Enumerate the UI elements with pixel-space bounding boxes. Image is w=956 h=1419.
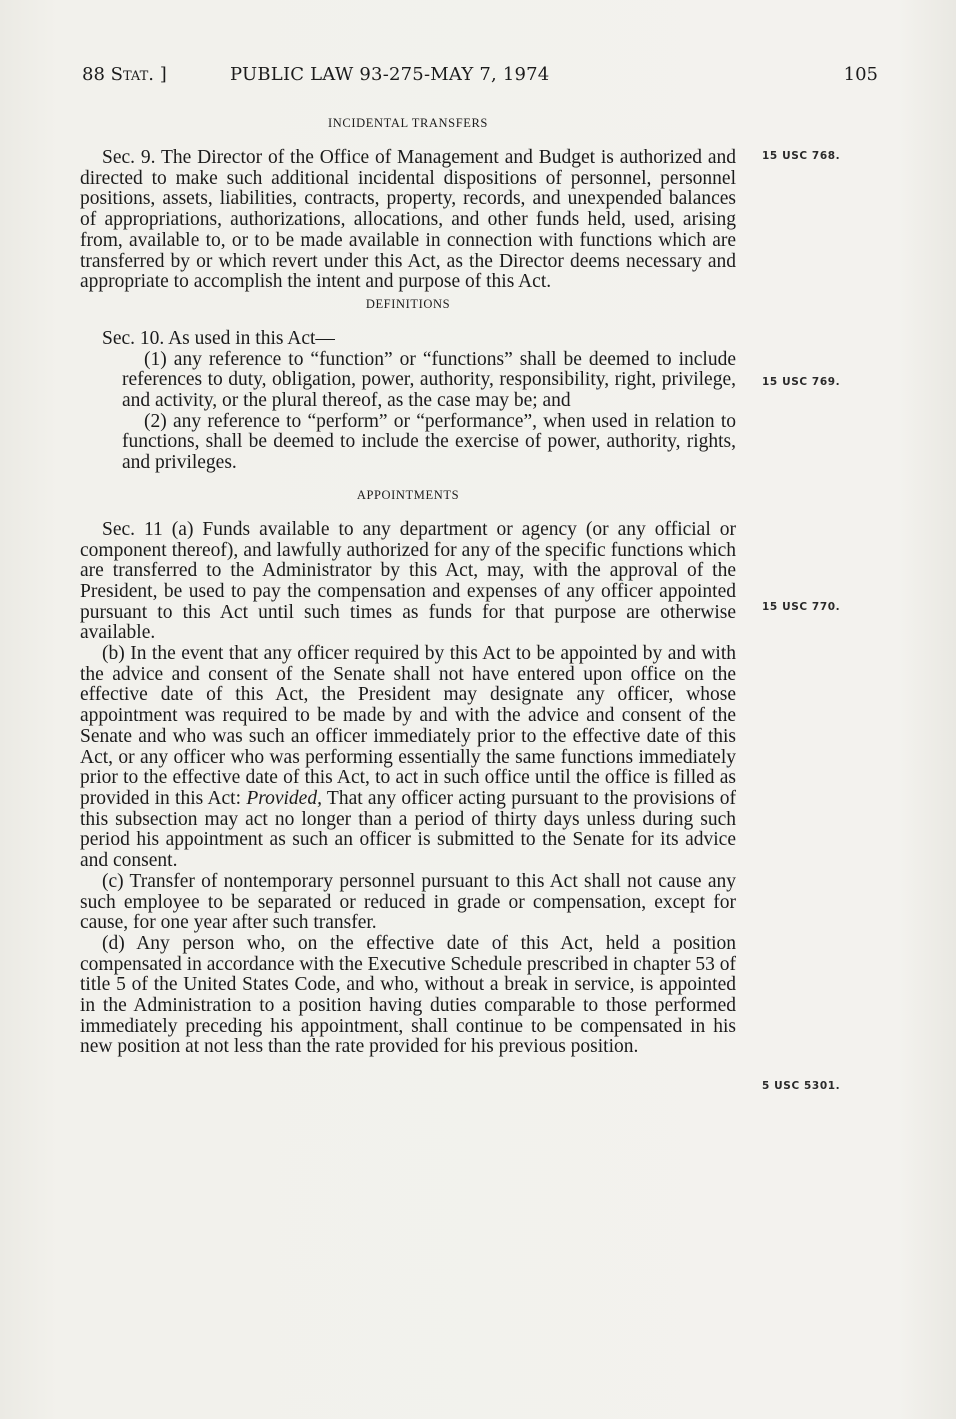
page-number: 105 [843, 64, 878, 85]
definition-item-1: (1) any reference to “function” or “functions” shall be deemed to include references to duty, obligation, power, authority, responsibility, right, privilege, and activity, or the plural thereof, as the case may be; and [122, 348, 736, 412]
margin-note-15-usc-769: 15 USC 769. [762, 376, 841, 388]
section-heading-incidental-transfers: INCIDENTAL TRANSFERS [328, 116, 488, 130]
margin-note-15-usc-770: 15 USC 770. [762, 601, 841, 613]
section-10-intro: Sec. 10. As used in this Act— [102, 327, 335, 349]
page-title: PUBLIC LAW 93-275-MAY 7, 1974 [230, 64, 550, 85]
section-heading-appointments: APPOINTMENTS [356, 487, 460, 502]
section-11b-paragraph [80, 644, 736, 872]
running-header [82, 64, 878, 94]
section-9-paragraph: Sec. 9. The Director of the Office of Management and Budget is authorized and directed to make such additional incidental dispositions of personnel, personnel positions, assets, liabilities, contracts, property, records, and unexpended balances of appropriations, authorizations, allocations, and other funds held, used, arising from, available to, or to be made available in connection with functions which are transferred by or which revert under this Act, as the Director deems necessary and appropriate to accomplish the intent and purpose of this Act. [80, 147, 736, 293]
section-11b-text-part-2: That any officer acting pursuant to the provisions of this subsection may act no longer than a period of thirty days unless during such period his appointment as such an officer is submitted to the Senate for its advice and consent. [80, 787, 737, 872]
margin-note-5-usc-5301: 5 USC 5301. [762, 1080, 841, 1092]
section-11a-paragraph: Sec. 11 (a) Funds available to any department or agency (or any official or component thereof), and lawfully authorized for any of the specific functions which are transferred to the Administrator by this Act, may, with the approval of the President, be used to pay the compensation and expenses of any officer appointed pursuant to this Act until such times as funds for that purpose are otherwise available. [80, 518, 736, 644]
section-11b-text-part-1: (b) In the event that any officer required by this Act to be appointed by and with the advice and consent of the Senate shall not have entered upon office on the effective date of this Act, the President may designate any officer, whose appointment was required to be made by and with the advice and consent of the Senate and who was such an officer immediately prior to the effective date of this Act, or any officer who was performing essentially the same functions immediately prior to the effective date of this Act, to act in such office until the office is filled as provided in this Act: [80, 643, 736, 809]
provided-proviso-word: Provided, [246, 787, 322, 809]
main-text-column [80, 112, 736, 1058]
section-heading-definitions: DEFINITIONS [365, 296, 451, 311]
definition-item-2: (2) any reference to “perform” or “performance”, when used in relation to functions, shall be deemed to include the exercise of power, authority, rights, and privileges. [122, 410, 736, 474]
section-11d-paragraph: (d) Any person who, on the effective date of this Act, held a position compensated in accordance with the Executive Schedule prescribed in chapter 53 of title 5 of the United States Code, and who, without a break in service, is appointed in the Administration to a position having duties comparable to those performed immediately preceding his appointment, shall continue to be compensated in his new position at not less than the rate provided for his previous position. [80, 932, 736, 1058]
margin-note-15-usc-768: 15 USC 768. [762, 150, 841, 162]
statute-reference: 88 Stat. ] [82, 64, 167, 85]
section-11c-paragraph: (c) Transfer of nontemporary personnel pursuant to this Act shall not cause any such employee to be separated or reduced in grade or compensation, except for cause, for one year after such transfer. [80, 870, 736, 934]
